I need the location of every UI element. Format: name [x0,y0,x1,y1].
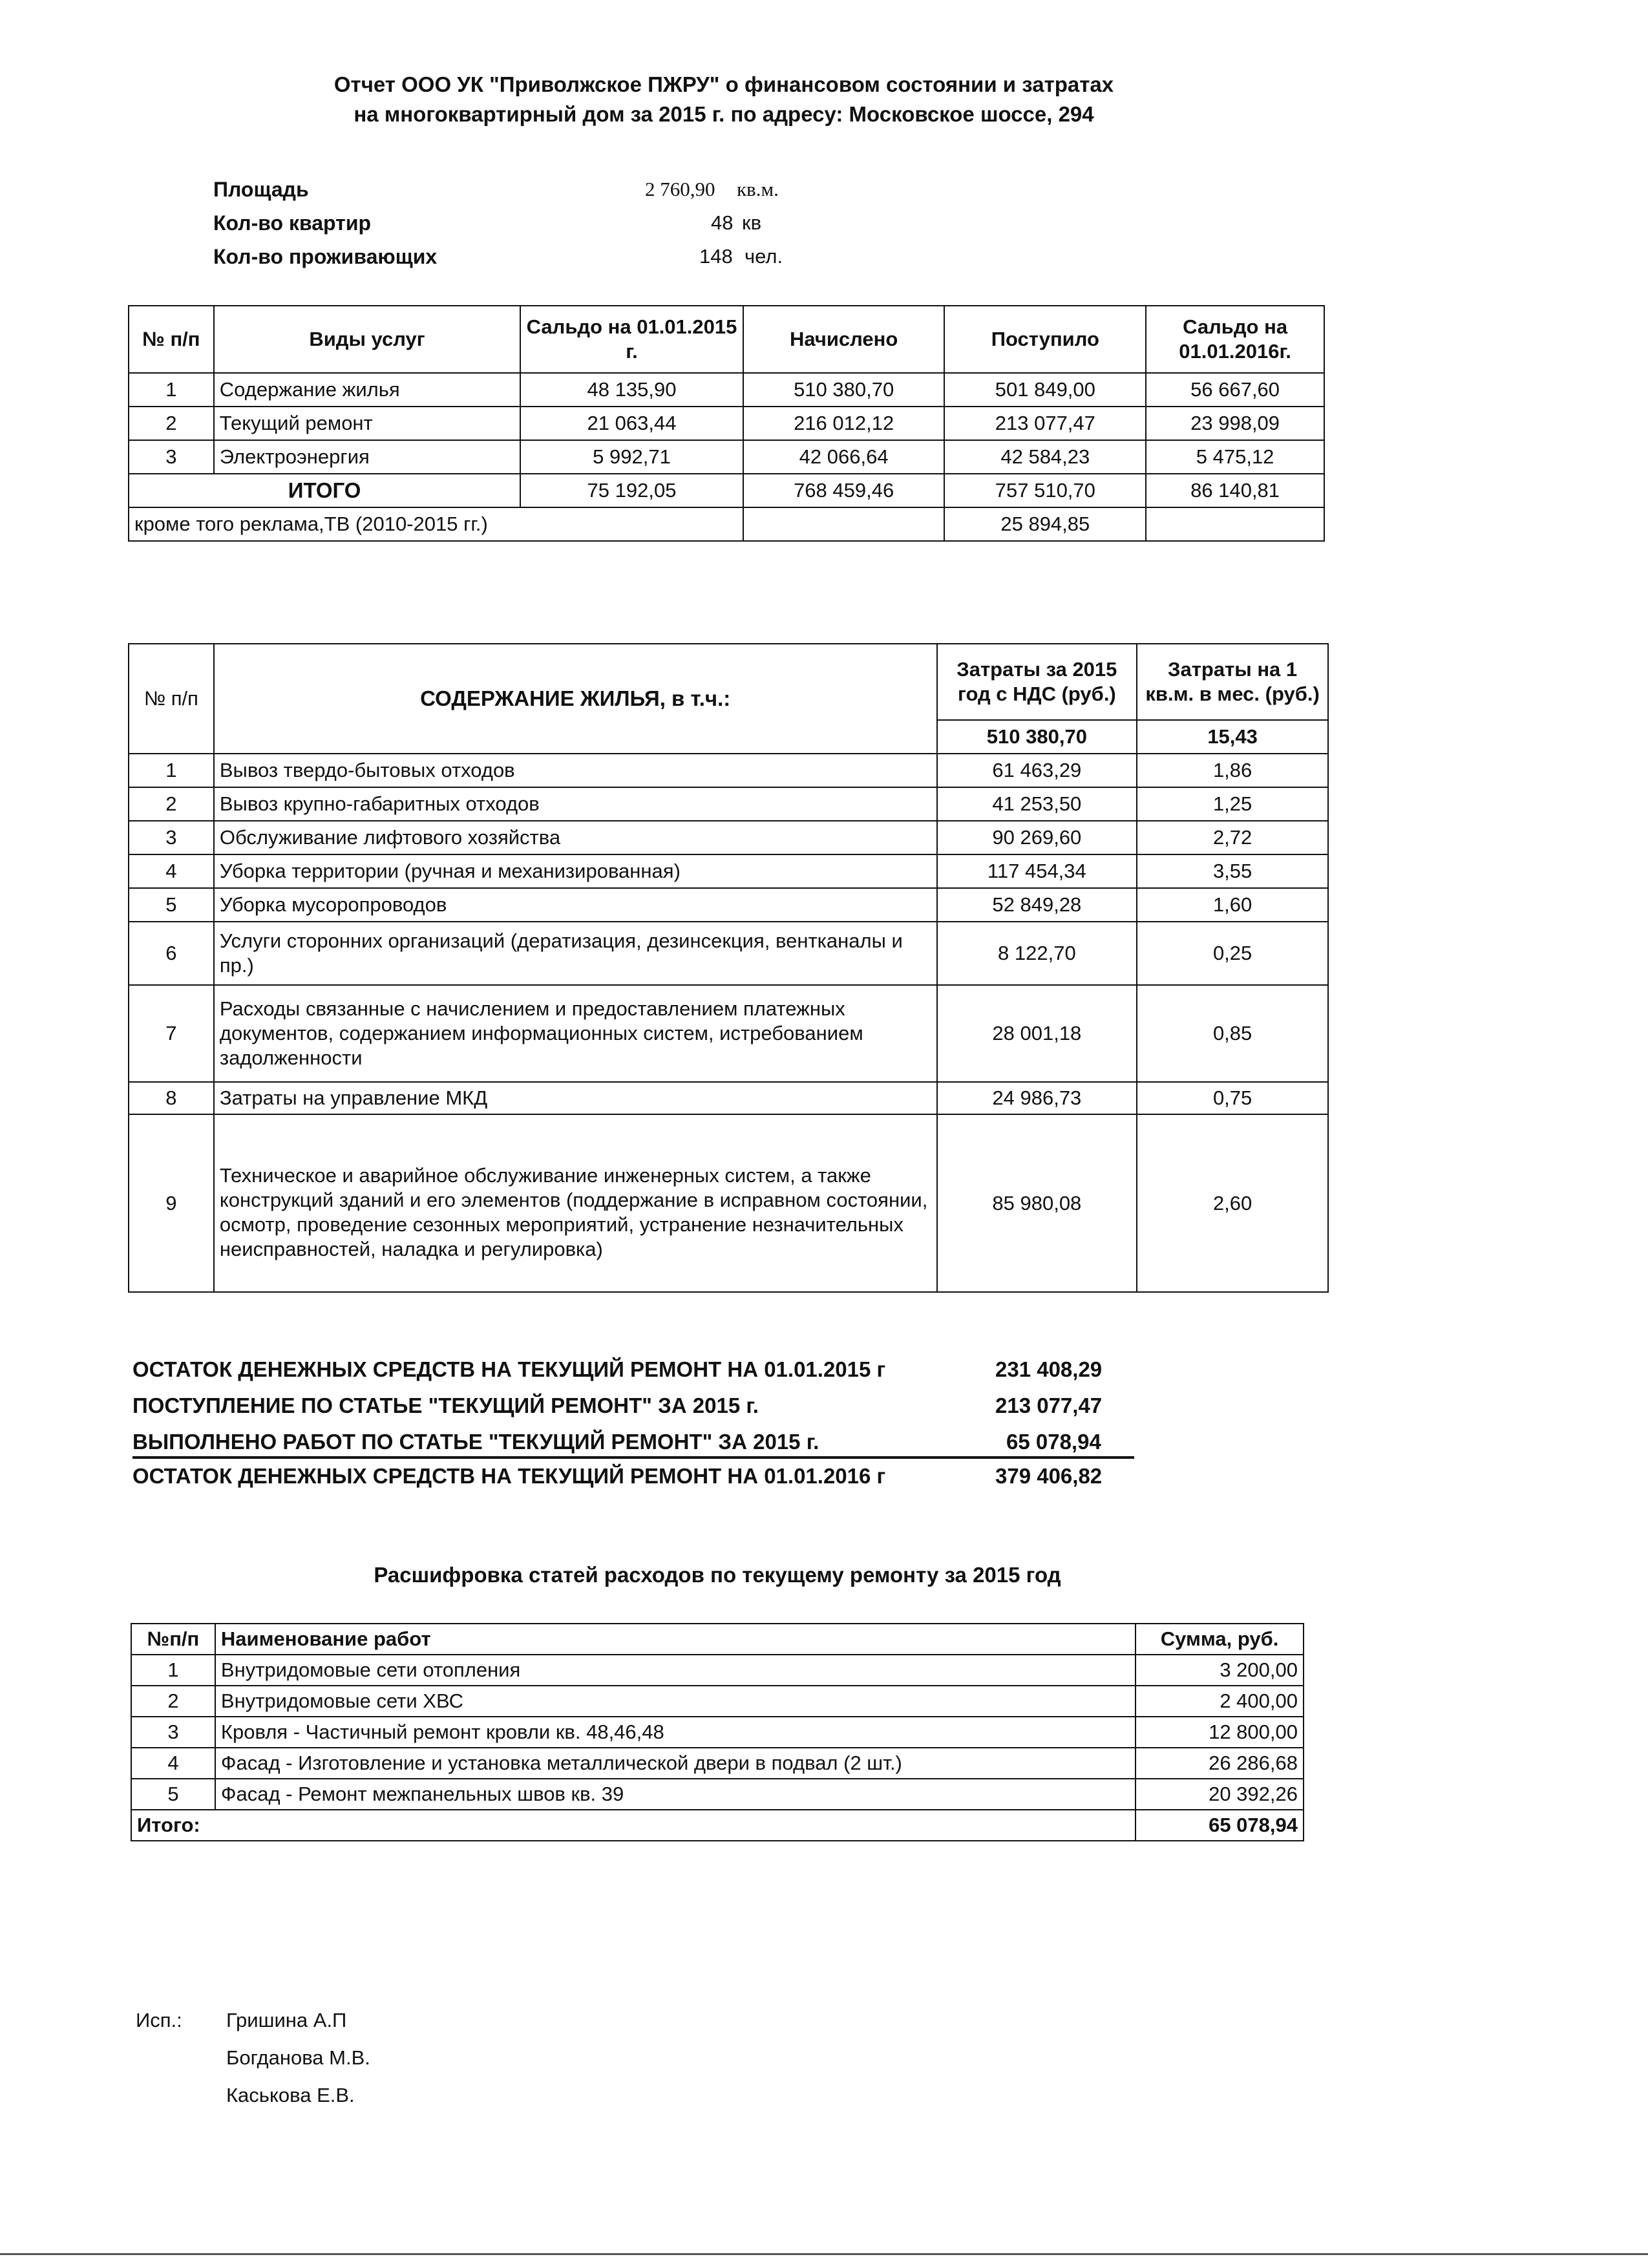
row-cost: 117 454,34 [937,854,1137,888]
row-name: Вывоз крупно-габаритных отходов [214,787,937,821]
row-saldo-end: 23 998,09 [1146,407,1324,440]
row-cost: 41 253,50 [937,787,1137,821]
row-cost: 85 980,08 [937,1114,1137,1292]
balance-header-row [129,306,1324,373]
row-saldo-end: 5 475,12 [1146,440,1324,474]
table-row [129,1114,1328,1292]
signer-name: Гришина А.П [226,2009,347,2031]
header-n: № п/п [129,644,214,754]
residents-label: Кол-во проживающих [213,245,438,268]
row-per-m2: 0,75 [1137,1082,1328,1114]
row-name: Техническое и аварийное обслуживание инженерных систем, а также конструкций зданий и его элементов (поддержание в исправном состоянии, осмотр, проведение сезонных мероприятий, устранение незначительных неисправностей, наладка и регулировка) [214,1114,937,1292]
area-unit: кв.м. [737,178,779,200]
table-row [129,821,1328,854]
header-per-m2: Затраты на 1 кв.м. в мес. (руб.) [1137,644,1328,720]
header-name: СОДЕРЖАНИЕ ЖИЛЬЯ, в т.ч.: [214,644,937,754]
row-cost: 61 463,29 [937,754,1137,787]
row-n: 2 [129,787,214,821]
header-cost: Затраты за 2015 год с НДС (руб.) [937,644,1137,720]
total-sum: 65 078,94 [1136,1810,1304,1841]
row-name: Уборка мусоропроводов [214,888,937,922]
report-title-line1: Отчет ООО УК "Приволжское ПЖРУ" о финансовом состоянии и затратах [333,72,1114,96]
extra-empty [743,507,945,541]
row-name: Фасад - Изготовление и установка металлической двери в подвал (2 шт.) [215,1748,1136,1779]
row-saldo-start: 48 135,90 [520,373,743,407]
extra-received: 25 894,85 [944,507,1146,541]
table-row [131,1686,1304,1717]
row-n: 5 [129,888,214,922]
summary-label: ВЫПОЛНЕНО РАБОТ ПО СТАТЬЕ "ТЕКУЩИЙ РЕМОНТ" ЗА 2015 г. [132,1430,819,1454]
apartments-value: 48 [711,211,734,234]
row-n: 3 [129,440,214,474]
row-name: Затраты на управление МКД [214,1082,937,1114]
summary-label: ПОСТУПЛЕНИЕ ПО СТАТЬЕ "ТЕКУЩИЙ РЕМОНТ" ЗА 2015 г. [132,1394,759,1417]
row-cost: 24 986,73 [937,1082,1137,1114]
area-label: Площадь [213,178,309,201]
repair-details-table [131,1623,1304,1841]
header-saldo-end: Сальдо на 01.01.2016г. [1146,306,1324,373]
table-row [129,787,1328,821]
total-per-m2: 15,43 [1137,720,1328,754]
header-n: № п/п [129,306,214,373]
table-row [129,373,1324,407]
row-charged: 510 380,70 [743,373,945,407]
row-cost: 90 269,60 [937,821,1137,854]
total-label: Итого: [131,1810,1136,1841]
row-charged: 42 066,64 [743,440,945,474]
report-title-line2: на многоквартирный дом за 2015 г. по адресу: Московское шоссе, 294 [354,102,1094,126]
row-n: 3 [131,1717,215,1748]
table-row [129,888,1328,922]
row-per-m2: 2,72 [1137,821,1328,854]
apartments-label: Кол-во квартир [213,211,372,235]
maintenance-header-row [129,644,1328,720]
row-received: 213 077,47 [944,407,1146,440]
area-value: 2 760,90 [645,178,715,200]
header-name: Наименование работ [215,1624,1136,1655]
row-cost: 28 001,18 [937,985,1137,1082]
row-saldo-start: 5 992,71 [520,440,743,474]
maintenance-table [128,643,1329,1293]
row-name: Вывоз твердо-бытовых отходов [214,754,937,787]
summary-label: ОСТАТОК ДЕНЕЖНЫХ СРЕДСТВ НА ТЕКУЩИЙ РЕМОНТ НА 01.01.2016 г [132,1464,886,1488]
row-n: 8 [129,1082,214,1114]
row-received: 501 849,00 [944,373,1146,407]
row-n: 7 [129,985,214,1082]
table-row [129,440,1324,474]
summary-value: 213 077,47 [995,1394,1103,1417]
row-n: 2 [129,407,214,440]
row-name: Внутридомовые сети отопления [215,1655,1136,1686]
row-per-m2: 1,86 [1137,754,1328,787]
header-charged: Начислено [743,306,945,373]
row-cost: 52 849,28 [937,888,1137,922]
balance-total-row [129,474,1324,507]
row-saldo-start: 21 063,44 [520,407,743,440]
total-label: ИТОГО [129,474,520,507]
row-per-m2: 1,60 [1137,888,1328,922]
table-row [131,1655,1304,1686]
residents-value: 148 [699,245,733,268]
row-sum: 2 400,00 [1136,1686,1304,1717]
signer-name: Богданова М.В. [226,2046,370,2069]
table-row [131,1779,1304,1810]
row-n: 6 [129,922,214,985]
apartments-unit: кв [742,211,762,234]
row-n: 9 [129,1114,214,1292]
row-n: 1 [129,754,214,787]
summary-value: 379 406,82 [995,1464,1103,1488]
repair-total-row [131,1810,1304,1841]
total-charged: 768 459,46 [743,474,945,507]
row-service: Содержание жилья [214,373,520,407]
row-per-m2: 2,60 [1137,1114,1328,1292]
row-n: 4 [129,854,214,888]
table-row [129,922,1328,985]
signer-name: Каськова Е.В. [226,2084,355,2106]
row-n: 1 [131,1655,215,1686]
summary-label: ОСТАТОК ДЕНЕЖНЫХ СРЕДСТВ НА ТЕКУЩИЙ РЕМОНТ НА 01.01.2015 г [132,1357,886,1381]
row-service: Электроэнергия [214,440,520,474]
row-sum: 26 286,68 [1136,1748,1304,1779]
row-charged: 216 012,12 [743,407,945,440]
repair-header-row [131,1624,1304,1655]
row-sum: 20 392,26 [1136,1779,1304,1810]
total-cost: 510 380,70 [937,720,1137,754]
residents-unit: чел. [745,245,783,268]
row-per-m2: 0,85 [1137,985,1328,1082]
row-name: Уборка территории (ручная и механизированная) [214,854,937,888]
row-name: Фасад - Ремонт межпанельных швов кв. 39 [215,1779,1136,1810]
header-sum: Сумма, руб. [1136,1624,1304,1655]
table-row [131,1717,1304,1748]
table-row [129,1082,1328,1114]
total-saldo-start: 75 192,05 [520,474,743,507]
table-row [131,1748,1304,1779]
row-service: Текущий ремонт [214,407,520,440]
table-row [129,854,1328,888]
row-sum: 12 800,00 [1136,1717,1304,1748]
row-n: 3 [129,821,214,854]
row-per-m2: 0,25 [1137,922,1328,985]
signers-label: Исп.: [136,2009,182,2031]
report-title [0,70,1448,129]
header-n: №п/п [131,1624,215,1655]
row-name: Услуги сторонних организаций (дератизация, дезинсекция, вентканалы и пр.) [214,922,937,985]
header-received: Поступило [944,306,1146,373]
extra-empty [1146,507,1324,541]
table-row [129,407,1324,440]
summary-value: 231 408,29 [995,1357,1103,1381]
extra-label: кроме того реклама,ТВ (2010-2015 гг.) [129,507,743,541]
row-name: Обслуживание лифтового хозяйства [214,821,937,854]
total-saldo-end: 86 140,81 [1146,474,1324,507]
row-name: Расходы связанные с начислением и предоставлением платежных документов, содержанием информационных систем, истребованием задолженности [214,985,937,1082]
balance-extra-row [129,507,1324,541]
row-per-m2: 3,55 [1137,854,1328,888]
repair-details-title: Расшифровка статей расходов по текущему ремонту за 2015 год [374,1563,1061,1587]
row-name: Кровля - Частичный ремонт кровли кв. 48,46,48 [215,1717,1136,1748]
total-received: 757 510,70 [944,474,1146,507]
balance-table [128,305,1325,542]
row-per-m2: 1,25 [1137,787,1328,821]
row-received: 42 584,23 [944,440,1146,474]
row-n: 1 [129,373,214,407]
scan-edge-line [0,2253,1648,2255]
row-n: 2 [131,1686,215,1717]
header-saldo-start: Сальдо на 01.01.2015 г. [520,306,743,373]
row-name: Внутридомовые сети ХВС [215,1686,1136,1717]
summary-divider [132,1456,1134,1459]
row-sum: 3 200,00 [1136,1655,1304,1686]
summary-value: 65 078,94 [1006,1430,1101,1454]
row-n: 5 [131,1779,215,1810]
table-row [129,754,1328,787]
row-saldo-end: 56 667,60 [1146,373,1324,407]
row-cost: 8 122,70 [937,922,1137,985]
row-n: 4 [131,1748,215,1779]
table-row [129,985,1328,1082]
header-service: Виды услуг [214,306,520,373]
